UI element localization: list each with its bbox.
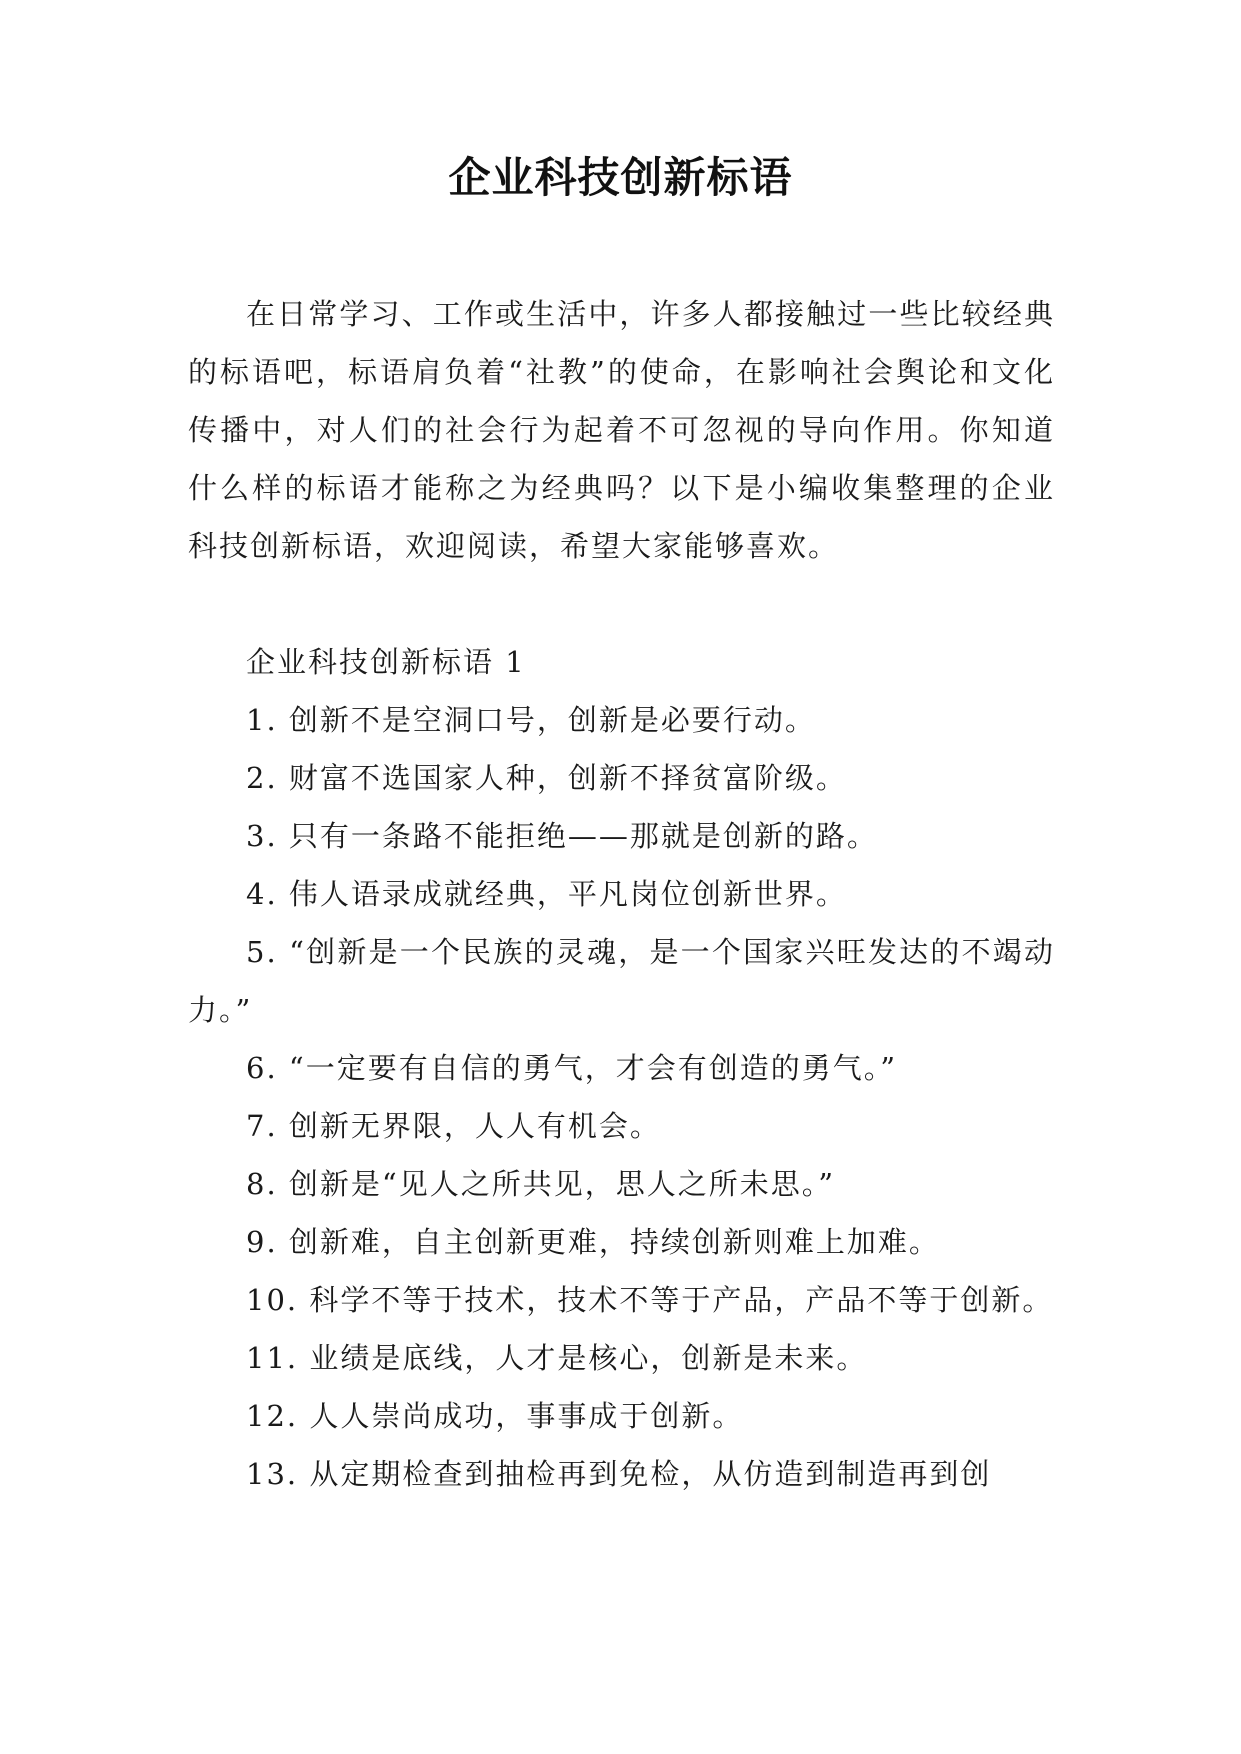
list-item: 5. “创新是一个民族的灵魂，是一个国家兴旺发达的不竭动力。” <box>188 935 1055 1027</box>
list-item: 1. 创新不是空洞口号，创新是必要行动。 <box>246 703 816 737</box>
list-item: 6. “一定要有自信的勇气，才会有创造的勇气。” <box>246 1051 898 1085</box>
section-heading: 企业科技创新标语 1 <box>246 645 526 679</box>
list-item: 11. 业绩是底线，人才是核心，创新是未来。 <box>246 1341 868 1375</box>
list-item: 9. 创新难，自主创新更难，持续创新则难上加难。 <box>246 1225 940 1259</box>
intro-paragraph: 在日常学习、工作或生活中，许多人都接触过一些比较经典的标语吧，标语肩负着“社教”的使命，在影响社会舆论和文化传播中，对人们的社会行为起着不可忽视的导向作用。你知道什么样的标语才能称之为经典吗？以下是小编收集整理的企业科技创新标语，欢迎阅读，希望大家能够喜欢。 <box>188 297 1055 563</box>
document-body <box>188 285 1055 1503</box>
page-title: 企业科技创新标语 <box>448 153 793 202</box>
list-item: 3. 只有一条路不能拒绝——那就是创新的路。 <box>246 819 878 853</box>
list-item: 13. 从定期检查到抽检再到免检，从仿造到制造再到创 <box>246 1457 992 1491</box>
list-item: 4. 伟人语录成就经典，平凡岗位创新世界。 <box>246 877 847 911</box>
list-item: 10. 科学不等于技术，技术不等于产品，产品不等于创新。 <box>246 1283 1054 1317</box>
list-item: 12. 人人崇尚成功，事事成于创新。 <box>246 1399 744 1433</box>
list-item: 7. 创新无界限，人人有机会。 <box>246 1109 661 1143</box>
list-item: 2. 财富不选国家人种，创新不择贫富阶级。 <box>246 761 847 795</box>
list-item: 8. 创新是“见人之所共见，思人之所未思。” <box>246 1167 836 1201</box>
